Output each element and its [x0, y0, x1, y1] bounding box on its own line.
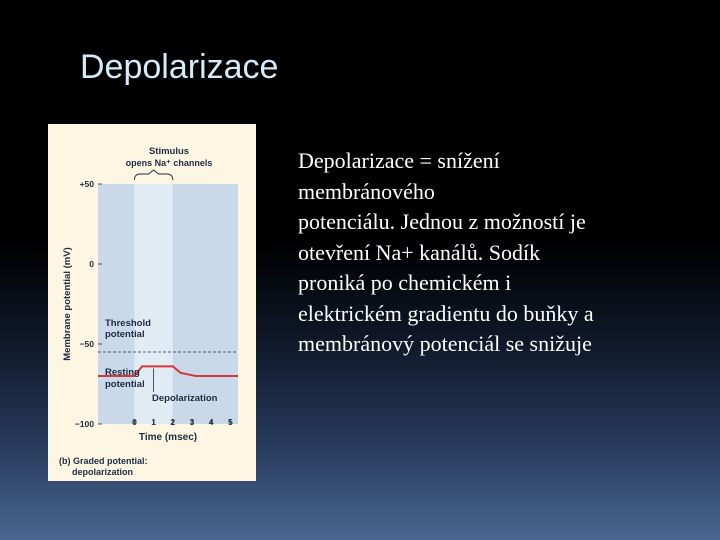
x-tick-label: 4: [208, 417, 214, 427]
y-axis-label: Membrane potential (mV): [62, 247, 73, 361]
stimulus-label-line1: Stimulus: [148, 146, 190, 157]
slide-body-text: Depolarizace = snížení membránového potenciálu. Jednou z možností je otevření Na+ kanálů. Sodík proniká po chemickém i elektrickém gradientu do buňky a membránový potenciál se snižuje: [298, 148, 594, 356]
slide-title: Depolarizace: [80, 48, 279, 86]
x-tick-label: 2: [170, 417, 176, 427]
stimulus-label-line2: opens Na⁺ channels: [125, 158, 213, 168]
x-tick-label: 3: [189, 417, 195, 427]
x-tick-label: 0: [132, 417, 137, 427]
resting-label-line1: Resting: [105, 367, 140, 378]
y-tick-label: +50: [79, 179, 94, 189]
x-tick-label: 5: [227, 417, 233, 427]
threshold-label-line1: Threshold: [105, 318, 151, 329]
graded-potential-figure: [48, 124, 256, 481]
threshold-label-line2: potential: [105, 329, 145, 340]
resting-label-line2: potential: [105, 379, 145, 390]
caption-line1: (b) Graded potential:: [59, 456, 148, 466]
caption-line2: depolarization: [72, 467, 134, 477]
y-tick-label: −50: [79, 339, 94, 349]
x-axis-label: Time (msec): [138, 432, 198, 443]
y-tick-label: −100: [74, 419, 94, 429]
x-tick-label: 1: [151, 417, 156, 427]
membrane-potential-chart: [48, 124, 256, 481]
depolarization-label: Depolarization: [152, 393, 218, 404]
y-tick-label: 0: [89, 259, 94, 269]
